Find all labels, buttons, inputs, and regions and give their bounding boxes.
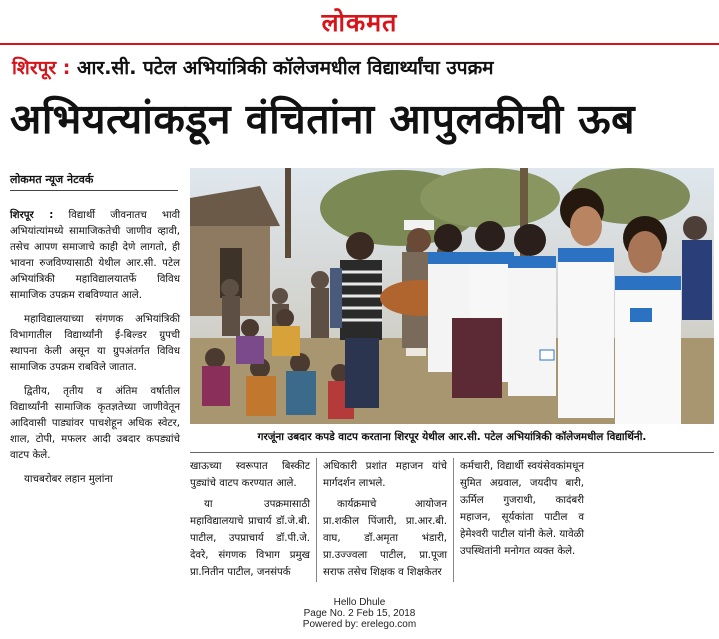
byline-rule [10, 190, 178, 191]
masthead-logo: लोकमत [321, 8, 398, 37]
column-divider [316, 458, 317, 582]
paragraph: द्वितीय, तृतीय व अंतिम वर्षातील विद्यार्थ्यांनी सामाजिक कृतज्ञतेच्या जाणीवेतून आदिवासी पाड्यांवर पाचशेहून अधिक स्वेटर, शाल, टोपी, मफलर आदी उबदार कपड्यांचे वाटप केले. [10, 386, 180, 461]
kicker [12, 56, 494, 80]
paragraph [10, 208, 180, 304]
masthead-rule [0, 43, 719, 45]
footer-edition: Hello Dhule [333, 597, 386, 608]
column-divider [453, 458, 454, 582]
headline: अभियत्यांकडून वंचितांना आपुलकीची ऊब [10, 95, 635, 143]
byline: लोकमत न्यूज नेटवर्क [10, 173, 94, 186]
photo-caption: गरजूंना उबदार कपडे वाटप करताना शिरपूर येथील आर.सी. पटेल अभियांत्रिकी कॉलेजमधील विद्यार्थिनी. [257, 431, 647, 443]
paragraph: या उपक्रमासाठी महाविद्यालयाचे प्राचार्य डॉ.जे.बी. पाटील, उपप्राचार्य डॉ.पी.जे. देवरे, संगणक विभाग प्रमुख प्रा.नितीन पाटील, जनसंपर्क [190, 499, 310, 578]
caption-rule [190, 452, 714, 453]
paragraph: अधिकारी प्रशांत महाजन यांचे मार्गदर्शन लाभले. [323, 461, 447, 489]
news-photo [190, 168, 714, 424]
article-column-4 [460, 458, 584, 588]
paragraph-text: विद्यार्थी जीवनातच भावी अभियांत्यांमध्ये सामाजिकतेची जाणीव व्हावी, तसेच आपण समाजाचे काही देणे लागतो, ही भावना रुजविण्यासाठी येथील आर.सी. पटेल अभियांत्रिकी महाविद्यालयातर्फे विविध सामाजिक उपक्रम राबविण्यात आले. [10, 210, 180, 301]
paragraph: खाऊच्या स्वरूपात बिस्कीट पुड्यांचे वाटप करण्यात आले. [190, 461, 310, 489]
kicker-place: शिरपूर : [12, 57, 71, 79]
dateline: शिरपूर : [10, 210, 54, 221]
paragraph: महाविद्यालयाच्या संगणक अभियांत्रिकी विभागातील विद्यार्थ्यांनी ई-बिल्डर ग्रुपची स्थापना केली असून या ग्रुपअंतर्गत विविध सामाजिक उपक्रम राबविले जातात. [10, 314, 180, 373]
paragraph: कर्मचारी, विद्यार्थी स्वयंसेवकांमधून सुमित अग्रवाल, जयदीप बारी, ऊर्मिल गुजराथी, कादंबरी महाजन, सूर्यकांता पाटील व हेमेश्वरी पाटील यांनी केले. यावेळी उपस्थितांनी मनोगत व्यक्त केले. [460, 461, 584, 557]
footer-powered-by: Powered by: erelego.com [302, 619, 417, 630]
page-footer [0, 597, 719, 630]
article-column-2 [190, 458, 310, 588]
paragraph: याचबरोबर लहान मुलांना [24, 474, 113, 485]
article-column-3 [323, 458, 447, 588]
article-column-1 [10, 208, 180, 584]
paragraph: कार्यक्रमाचे आयोजन प्रा.शकील पिंजारी, प्रा.आर.बी. वाघ, डॉ.अमृता भंडारी, प्रा.उज्ज्वला पाटील, प्रा.पूजा सराफ तसेच शिक्षक व शिक्षकेतर [323, 499, 447, 578]
kicker-text: आर.सी. पटेल अभियांत्रिकी कॉलेजमधील विद्यार्थ्यांचा उपक्रम [77, 57, 494, 79]
footer-page-info: Page No. 2 Feb 15, 2018 [303, 608, 416, 619]
news-photo-illustration [190, 168, 714, 424]
